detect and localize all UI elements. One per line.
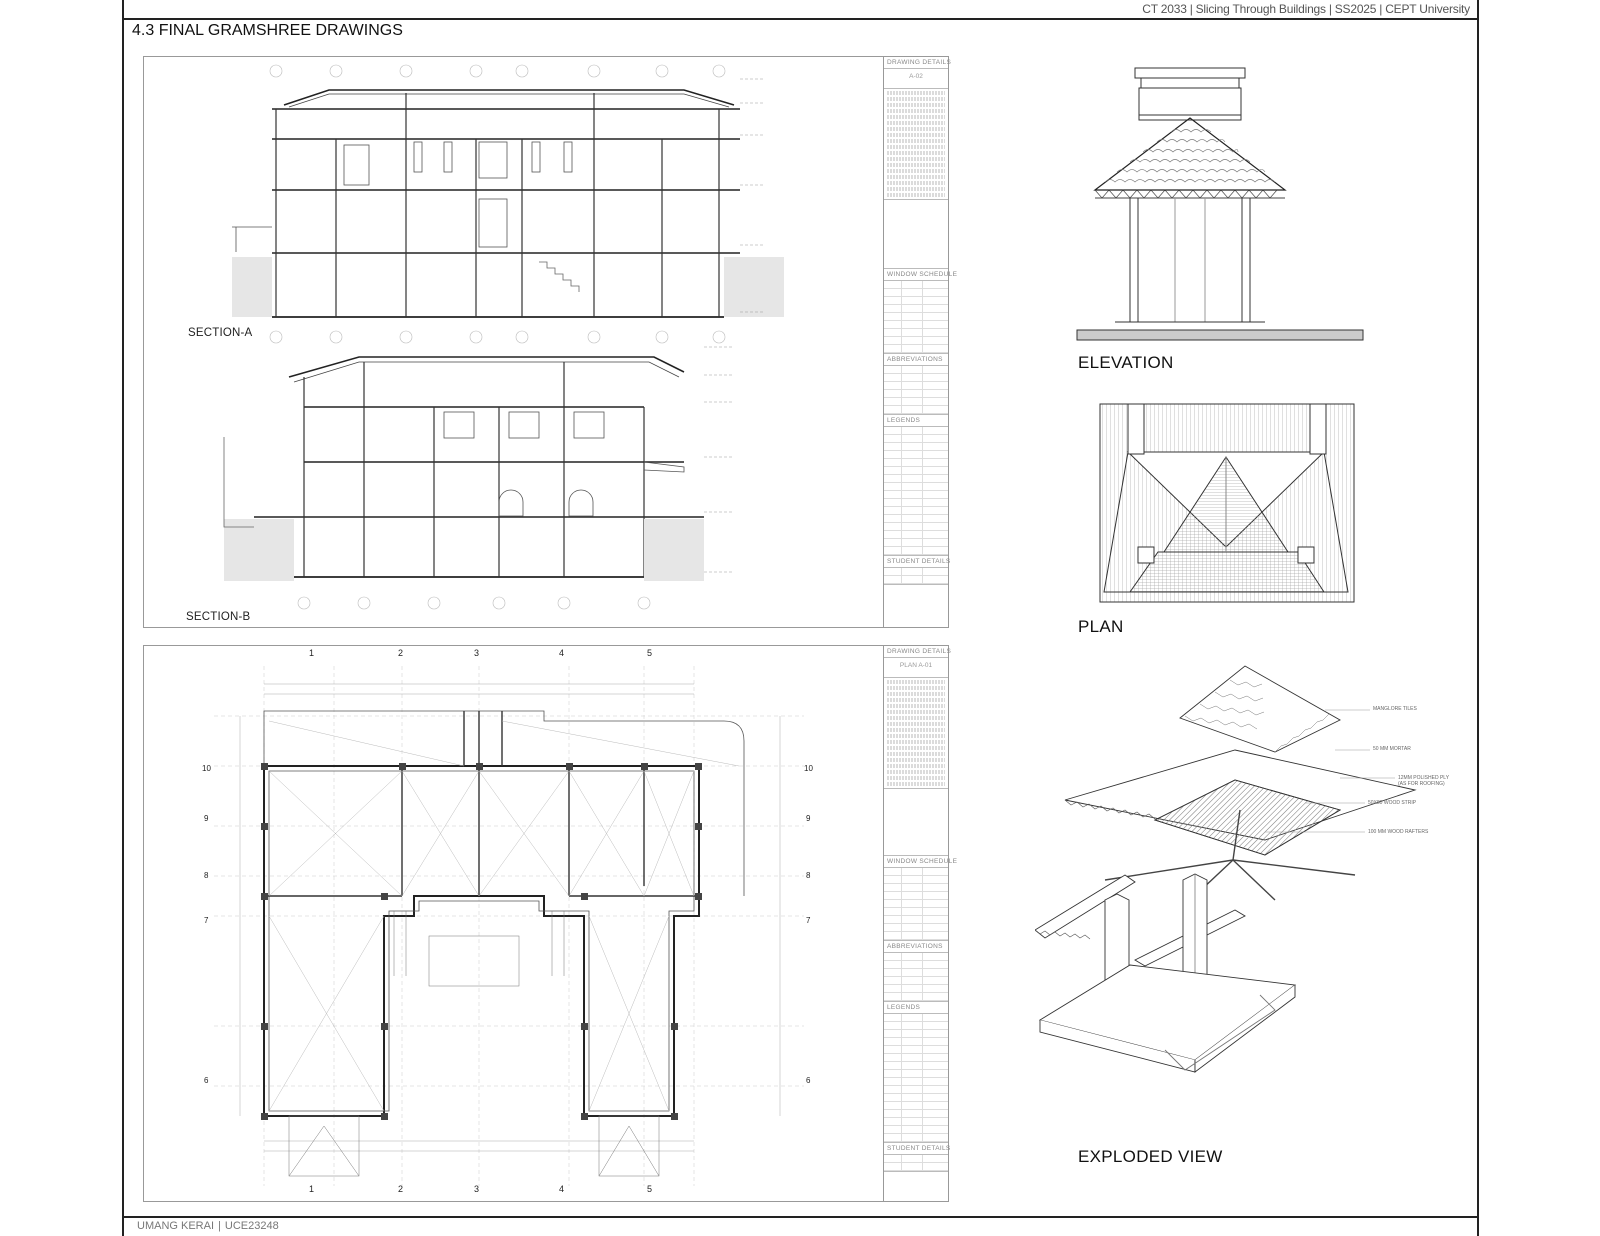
grid-marker: 2	[398, 648, 404, 658]
drawing-id: PLAN A-01	[884, 658, 948, 678]
titleblock-heading: WINDOW SCHEDULE	[884, 856, 948, 868]
titleblock-heading: WINDOW SCHEDULE	[884, 269, 948, 281]
titleblock-heading: STUDENT DETAILS	[884, 556, 948, 568]
section-a-caption: SECTION-A	[188, 327, 253, 339]
side-marker: 9	[806, 814, 811, 823]
university-name: CEPT University	[1385, 2, 1470, 16]
side-marker: 9	[204, 814, 209, 823]
exploded-label: MANGLORE TILES	[1373, 706, 1417, 712]
sections-titleblock	[883, 57, 958, 627]
grid-marker: 4	[559, 648, 565, 658]
titleblock-heading: ABBREVIATIONS	[884, 941, 948, 953]
sheet-frame-top	[122, 18, 1479, 20]
titleblock-heading: DRAWING DETAILS	[884, 57, 948, 69]
floor-plan-drawing	[144, 646, 884, 1201]
page-title: 4.3 FINAL GRAMSHREE DRAWINGS	[132, 22, 403, 39]
elevation-caption: ELEVATION	[1078, 353, 1174, 372]
exploded-view-caption: EXPLODED VIEW	[1078, 1147, 1223, 1166]
exploded-label: 50 MM MORTAR	[1373, 746, 1411, 752]
titleblock-heading: LEGENDS	[884, 415, 948, 427]
sheet-frame-bottom	[122, 1216, 1479, 1218]
titleblock-heading: LEGENDS	[884, 1002, 948, 1014]
course-term: SS2025	[1334, 2, 1377, 16]
pavilion-exploded-drawing	[1035, 660, 1435, 1100]
sections-drawing	[144, 57, 884, 627]
plan-titleblock	[883, 646, 958, 1201]
titleblock-heading: ABBREVIATIONS	[884, 354, 948, 366]
grid-marker: 3	[474, 1184, 480, 1194]
side-marker: 10	[804, 764, 813, 773]
exploded-label: 50X80 WOOD STRIP	[1368, 800, 1417, 806]
exploded-label: 12MM POLISHED PLY (AS FOR ROOFING)	[1398, 775, 1449, 787]
grid-marker: 1	[309, 648, 315, 658]
titleblock-heading: DRAWING DETAILS	[884, 646, 948, 658]
side-marker: 7	[806, 916, 811, 925]
section-a-drawing	[232, 65, 784, 343]
sections-sheet	[143, 56, 958, 628]
side-marker: 8	[806, 871, 811, 880]
titleblock-heading: STUDENT DETAILS	[884, 1143, 948, 1155]
side-marker: 6	[806, 1076, 811, 1085]
course-name: Slicing Through Buildings	[1195, 2, 1326, 16]
section-b-caption: SECTION-B	[186, 611, 251, 623]
pavilion-plan-drawing	[1098, 402, 1356, 604]
grid-marker: 4	[559, 1184, 565, 1194]
course-header: CT 2033 | Slicing Through Buildings | SS2025 | CEPT University	[1142, 2, 1470, 16]
floor-plan-sheet	[143, 645, 958, 1202]
exploded-label: 100 MM WOOD RAFTERS	[1368, 829, 1429, 835]
grid-marker: 3	[474, 648, 480, 658]
side-marker: 7	[204, 916, 209, 925]
student-name: UMANG KERAI	[137, 1220, 215, 1232]
course-code: CT 2033	[1142, 2, 1187, 16]
sheet-frame-left	[122, 0, 124, 1236]
pavilion-elevation-drawing	[1075, 60, 1375, 350]
plan-caption: PLAN	[1078, 617, 1124, 636]
section-b-drawing	[224, 347, 734, 609]
student-footer: UMANG KERAI | UCE23248	[137, 1220, 279, 1232]
sheet-frame-right	[1477, 0, 1479, 1236]
student-roll-no: UCE23248	[224, 1220, 279, 1232]
grid-marker: 5	[647, 1184, 653, 1194]
grid-marker: 1	[309, 1184, 315, 1194]
side-marker: 10	[202, 764, 211, 773]
grid-marker: 2	[398, 1184, 404, 1194]
side-marker: 8	[204, 871, 209, 880]
side-marker: 6	[204, 1076, 209, 1085]
grid-marker: 5	[647, 648, 653, 658]
drawing-id: A-02	[884, 69, 948, 89]
